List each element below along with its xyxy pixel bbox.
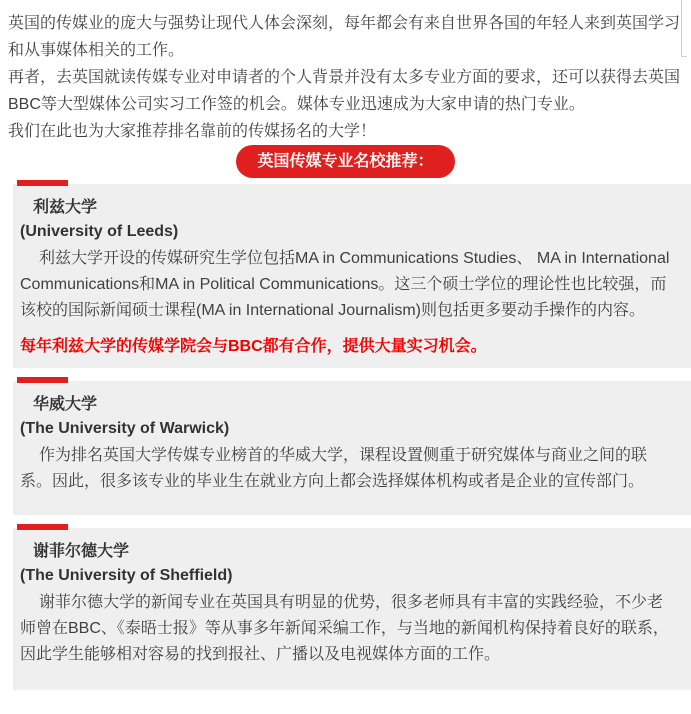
intro-paragraph: 我们在此也为大家推荐排名靠前的传媒扬名的大学！ [8, 123, 377, 140]
university-description: 作为排名英国大学传媒专业榜首的华威大学，课程设置侧重于研究媒体与商业之间的联系。因此，很多该专业的毕业生在就业方向上都会选择媒体机构或者是企业的宣传部门。 [20, 447, 648, 490]
intro-paragraph: 英国的传媒业的庞大与强势让现代人体会深刻，每年都会有来自世界各国的年轻人来到英国学习和从事媒体相关的工作。 [8, 15, 681, 59]
university-section-leeds [13, 184, 691, 368]
section-accent-bar [17, 524, 68, 530]
section-accent-bar [17, 377, 68, 383]
university-description: 利兹大学开设的传媒研究生学位包括MA in Communications Studies、 MA in International Communications和MA in Political Communications。这三个硕士学位的理论性也比较强，而该校的国际新闻硕士课程(MA in International Journalism)则包括更多要动手操作的内容。 [20, 250, 670, 319]
intro-paragraph: 再者，去英国就读传媒专业对申请者的个人背景并没有太多专业方面的要求，还可以获得去英国BBC等大型媒体公司实习工作签的机会。媒体专业迅速成为大家申请的热门专业。 [8, 69, 681, 113]
university-name-en: (University of Leeds) [20, 223, 179, 240]
intro-block [0, 0, 691, 145]
university-name-en: (The University of Sheffield) [20, 567, 233, 584]
section-accent-bar [17, 180, 68, 186]
university-highlight: 每年利兹大学的传媒学院会与BBC都有合作，提供大量实习机会。 [20, 338, 487, 355]
university-name-cn: 利兹大学 [33, 199, 98, 216]
university-section-warwick [13, 381, 691, 515]
university-section-sheffield [13, 528, 691, 690]
recommendation-badge: 英国传媒专业名校推荐： [236, 145, 454, 178]
university-name-cn: 华威大学 [33, 396, 98, 413]
university-name-en: (The University of Warwick) [20, 420, 230, 437]
university-description: 谢菲尔德大学的新闻专业在英国具有明显的优势，很多老师具有丰富的实践经验，不少老师曾在BBC、《泰晤士报》等从事多年新闻采编工作，与当地的新闻机构保持着良好的联系，因此学生能够相对容易的找到报社、广播以及电视媒体方面的工作。 [20, 594, 669, 663]
badge-row [0, 145, 691, 178]
adjacent-box-border-fragment [681, 0, 687, 57]
university-name-cn: 谢菲尔德大学 [33, 543, 130, 560]
